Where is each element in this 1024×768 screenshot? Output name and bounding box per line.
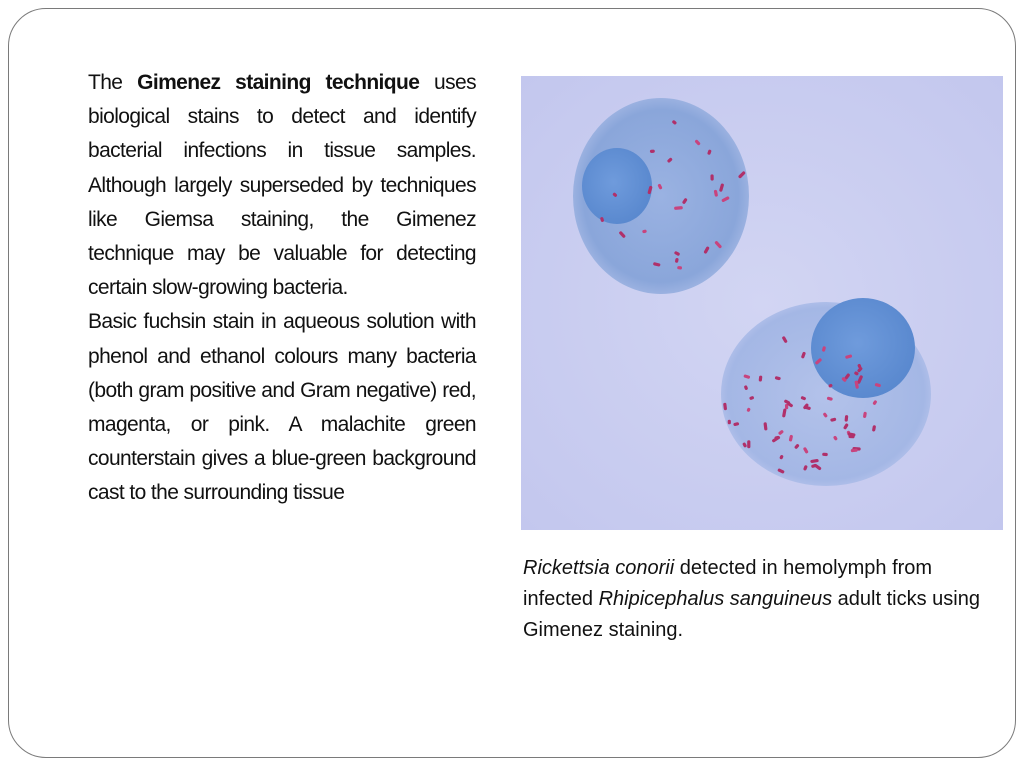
body-text: [88, 66, 476, 511]
caption-species-rickettsia: Rickettsia conorii: [523, 557, 675, 579]
bacterium-rod: [822, 453, 828, 457]
bacterium-rod: [650, 150, 655, 153]
cell-nucleus-upper: [582, 148, 652, 224]
bacterium-rod: [747, 440, 750, 448]
intro-lead: The: [88, 71, 138, 94]
intro-rest: uses biological stains to detect and identify bacterial infections in tissue samples. Although largely superseded by techniques like Giemsa staining, the Gimenez technique may be valuable for detecting certain slow-growing bacteria.: [88, 71, 476, 300]
gimenez-term: Gimenez staining technique: [137, 71, 420, 94]
micrograph-illustration: [521, 76, 1003, 530]
paragraph-fuchsin: Basic fuchsin stain in aqueous solution with phenol and ethanol colours many bacteria (both gram positive and Gram negative) red, magenta, or pink. A malachite green counterstain gives a blue-green background cast to the surrounding tissue: [88, 310, 476, 505]
image-caption: [523, 553, 993, 646]
cell-nucleus-lower: [811, 298, 915, 398]
caption-end: adult ticks using Gimenez staining.: [523, 588, 980, 641]
caption-species-rhipicephalus: Rhipicephalus sanguineus: [598, 588, 833, 610]
caption-mid: detected in hemolymph from infected: [523, 557, 933, 610]
bacterium-rod: [710, 174, 713, 180]
paragraph-gimenez-intro: [88, 66, 476, 305]
micrograph-image: [521, 76, 1003, 530]
bacterium-rod: [728, 420, 731, 425]
